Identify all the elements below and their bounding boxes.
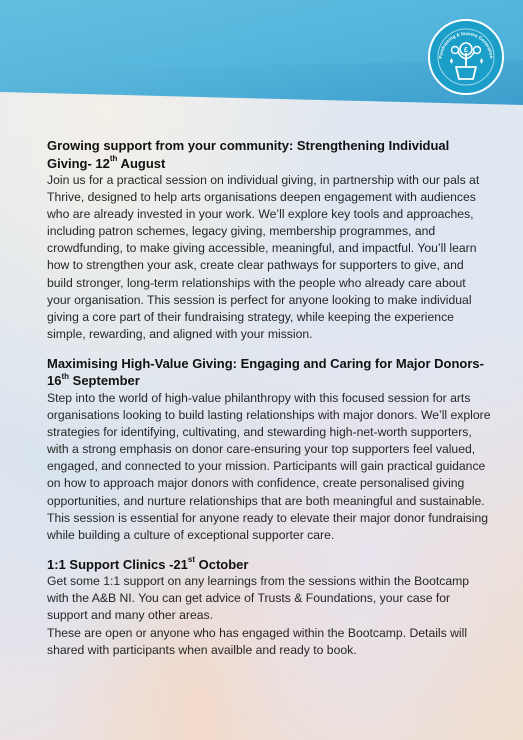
fundraising-logo — [428, 19, 504, 95]
money-tree-pot-icon — [430, 21, 502, 93]
section-body: Join us for a practical session on individual giving, in partnership with our pals at Thrive, designed to help arts organisations deepen engagement with audiences who are already invested in your work. We’ll explore key tools and approaches, including patron schemes, legacy giving, membership programmes, and crowdfunding, to make giving accessible, meaningful, and impactful. You’ll learn how to strengthen your ask, create clear pathways for supporters to give, and build stronger, long-term relationships with the people who already care about your organisation. This session is perfect for anyone looking to make individual giving a core part of their fundraising strategy, while keeping the experience simple, rewarding, and aligned with your mission. — [47, 173, 480, 341]
section-heading: Maximising High-Value Giving: Engaging and Caring for Major Donors- 16th September — [47, 355, 484, 389]
section-body: Get some 1:1 support on any learnings from the sessions within the Bootcamp with the A&B NI. You can get advice of Trusts & Foundations, your case for support and many other areas. — [47, 574, 470, 623]
section-individual-giving — [47, 137, 492, 343]
section-support-clinics — [47, 556, 492, 659]
logo-ring-text: Fundraising & Income Generation — [437, 30, 495, 59]
section-major-donors — [47, 355, 492, 544]
svg-text:£: £ — [464, 47, 468, 54]
section-heading: 1:1 Support Clinics -21st October — [47, 555, 249, 572]
document-content — [47, 137, 492, 671]
section-body-extra: These are open or anyone who has engaged within the Bootcamp. Details will shared with participants when availble and ready to book. — [47, 625, 468, 657]
section-body: Step into the world of high-value philanthropy with this focused session for arts organisations looking to build lasting relationships with major donors. We’ll explore strategies for identifying, cultivating, and stewarding high-net-worth supporters, with a strong emphasis on donor care-ensuring your top supporters feel valued, engaged, and connected to your mission. Participants will gain practical guidance on how to approach major donors with confidence, create personalised giving opportunities, and nurture relationships that are both meaningful and sustainable. This session is essential for anyone ready to elevate their major donor fundraising while building a culture of exceptional supporter care. — [47, 390, 491, 542]
section-heading: Growing support from your community: Strengthening Individual Giving- 12th August — [47, 138, 450, 171]
